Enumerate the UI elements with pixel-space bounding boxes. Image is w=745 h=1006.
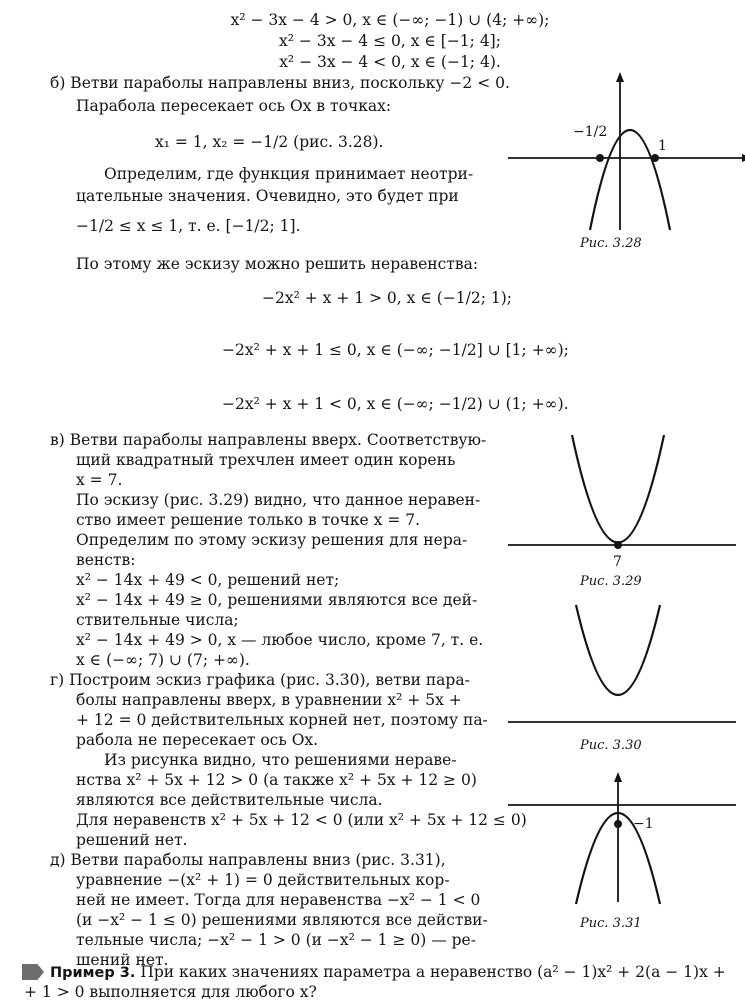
part-v-line-10: ствительные числа; [76, 611, 239, 629]
y-axis-arrow-icon [616, 72, 624, 82]
parabola-up-no-roots [576, 605, 660, 695]
top-inequality-2: x² − 3x − 4 ≤ 0, x ∈ [−1; 4]; [279, 32, 501, 50]
vertex-point [614, 820, 622, 828]
part-b-inequality-2: −2x² + x + 1 ≤ 0, x ∈ (−∞; −1/2] ∪ [1; +∞); [222, 341, 569, 359]
figure-3-28-caption: Рис. 3.28 [580, 236, 642, 251]
part-d-line-5: тельные числа; −x² − 1 > 0 (и −x² − 1 ≥ 0) — ре- [76, 931, 476, 949]
figure-3-28-label-right: 1 [658, 138, 667, 154]
top-inequality-3: x² − 3x − 4 < 0, x ∈ (−1; 4). [279, 53, 501, 71]
part-g-line-7: являются все действительные числа. [76, 791, 383, 809]
figure-3-31-label-vertex: −1 [633, 816, 654, 832]
part-b-interval: −1/2 ≤ x ≤ 1, т. е. [−1/2; 1]. [76, 217, 301, 235]
part-v-line-1: в) Ветви параболы направлены вверх. Соответствую- [50, 431, 487, 449]
part-d-line-1: д) Ветви параболы направлены вниз (рис. 3.31), [50, 851, 446, 869]
part-v-line-12: x ∈ (−∞; 7) ∪ (7; +∞). [76, 651, 250, 669]
part-g-line-2: болы направлены вверх, в уравнении x² + 5x + [76, 691, 462, 709]
part-g-line-3: + 12 = 0 действительных корней нет, поэтому па- [76, 711, 488, 729]
example-line-2: + 1 > 0 выполняется для любого x? [24, 983, 317, 1001]
part-b-line-5: цательные значения. Очевидно, это будет при [76, 187, 459, 205]
part-v-line-9: x² − 14x + 49 ≥ 0, решениями являются все дей- [76, 591, 478, 609]
part-b-line-4: Определим, где функция принимает неотри- [104, 165, 474, 183]
part-v-line-11: x² − 14x + 49 > 0, x — любое число, кроме 7, т. е. [76, 631, 484, 649]
y-axis-arrow-icon [614, 772, 622, 782]
part-v-line-8: x² − 14x + 49 < 0, решений нет; [76, 571, 340, 589]
part-g-line-9: решений нет. [76, 831, 188, 849]
top-inequality-1: x² − 3x − 4 > 0, x ∈ (−∞; −1) ∪ (4; +∞); [230, 11, 550, 29]
part-d-line-4: (и −x² − 1 ≤ 0) решениями являются все действи- [76, 911, 488, 929]
example-question: При каких значениях параметра a неравенство (a² − 1)x² + 2(a − 1)x + [140, 963, 726, 981]
figure-3-30 [508, 600, 738, 730]
part-b-inequality-3: −2x² + x + 1 < 0, x ∈ (−∞; −1/2) ∪ (1; +∞). [222, 395, 569, 413]
root-point-left [596, 154, 604, 162]
part-g-line-8: Для неравенств x² + 5x + 12 < 0 (или x² + 5x + 12 ≤ 0) [76, 811, 527, 829]
part-g-line-4: рабола не пересекает ось Ox. [76, 731, 319, 749]
figure-3-29-label-root: 7 [613, 554, 622, 570]
part-b-line-2: Парабола пересекает ось Ox в точках: [76, 97, 392, 115]
figure-3-28-label-left: −1/2 [573, 124, 608, 140]
parabola-up [572, 435, 664, 543]
part-b-roots: x₁ = 1, x₂ = −1/2 (рис. 3.28). [155, 133, 384, 151]
figure-3-31 [508, 772, 738, 912]
part-d-line-6: шений нет. [76, 951, 169, 969]
figure-3-29 [508, 430, 738, 560]
example-line-1 [50, 962, 726, 983]
example-label: Пример 3. [50, 965, 136, 981]
figure-3-30-caption: Рис. 3.30 [580, 738, 642, 753]
part-b-line-1: б) Ветви параболы направлены вниз, поскольку −2 < 0. [50, 74, 510, 92]
part-g-line-5: Из рисунка видно, что решениями нераве- [104, 751, 457, 769]
part-v-line-4: По эскизу (рис. 3.29) видно, что данное неравен- [76, 491, 481, 509]
part-d-line-2: уравнение −(x² + 1) = 0 действительных кор- [76, 871, 450, 889]
part-v-line-3: x = 7. [76, 471, 123, 489]
example-marker-icon [22, 964, 44, 980]
part-d-line-3: ней не имеет. Тогда для неравенства −x² − 1 < 0 [76, 891, 481, 909]
part-g-line-6: нства x² + 5x + 12 > 0 (а также x² + 5x + 12 ≥ 0) [76, 771, 477, 789]
part-b-inequality-1: −2x² + x + 1 > 0, x ∈ (−1/2; 1); [262, 289, 512, 307]
figure-3-29-caption: Рис. 3.29 [580, 574, 642, 589]
figure-3-31-caption: Рис. 3.31 [580, 916, 642, 931]
figure-3-28 [508, 70, 738, 240]
part-b-line-7: По этому же эскизу можно решить неравенства: [76, 255, 479, 273]
part-v-line-7: венств: [76, 551, 136, 569]
part-g-line-1: г) Построим эскиз графика (рис. 3.30), ветви пара- [50, 671, 470, 689]
root-point [614, 541, 622, 549]
part-v-line-6: Определим по этому эскизу решения для нера- [76, 531, 468, 549]
part-v-line-2: щий квадратный трехчлен имеет один корень [76, 451, 456, 469]
part-v-line-5: ство имеет решение только в точке x = 7. [76, 511, 421, 529]
